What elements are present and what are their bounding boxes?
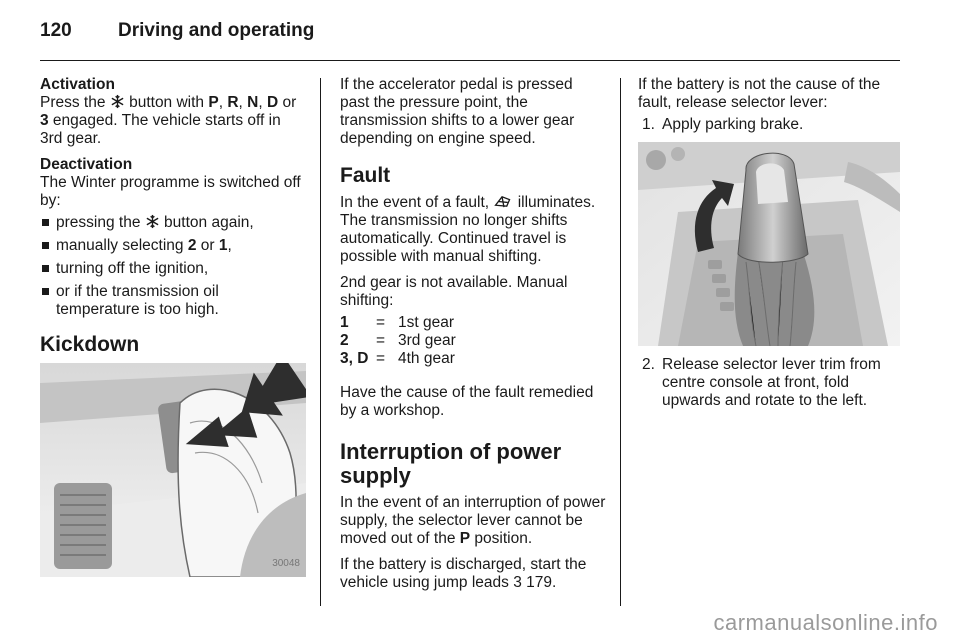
column-divider — [620, 78, 621, 606]
column-3 — [638, 76, 900, 418]
figure-code: 30048 — [272, 558, 300, 569]
bullet-icon — [42, 219, 49, 226]
column-divider — [320, 78, 321, 606]
table-row: 2 = 3rd gear — [340, 332, 456, 349]
gear-table — [340, 314, 456, 368]
kickdown-illustration — [40, 363, 306, 577]
gearbox-warning-icon — [493, 194, 513, 209]
deactivation-heading: Deactivation — [40, 156, 133, 173]
bullet-icon — [42, 288, 49, 295]
column-1 — [40, 76, 306, 577]
interruption-paragraph: In the event of an interruption of power supply, the selector lever cannot be moved out of the P position. — [340, 494, 606, 547]
list-item: pressing the button again, — [40, 214, 306, 232]
kickdown-heading: Kickdown — [40, 333, 140, 356]
list-item: turning off the ignition, — [40, 260, 306, 278]
deactivation-list — [40, 214, 306, 319]
page-header — [40, 18, 900, 61]
table-row: 1 = 1st gear — [340, 314, 455, 331]
chapter-title: Driving and operating — [118, 20, 315, 41]
page-number: 120 — [40, 20, 72, 41]
interruption-heading: Interruption of power supply — [340, 439, 562, 488]
interruption-paragraph-2: If the battery is discharged, start the vehicle using jump leads 3 179. — [340, 556, 587, 591]
step-list — [638, 116, 900, 134]
pedal-foot-illustration — [40, 363, 306, 577]
deactivation-intro: The Winter programme is switched off by: — [40, 174, 301, 209]
fault-heading: Fault — [340, 164, 391, 187]
activation-paragraph: Press the button with P, R, N, D or 3 engaged. The vehicle starts off in 3rd gear. — [40, 94, 297, 147]
fault-paragraph-2: 2nd gear is not available. Manual shifting: — [340, 274, 568, 309]
list-item: 2. Release selector lever trim from centre console at front, fold upwards and rotate to the left. — [642, 356, 881, 409]
list-item: 1. Apply parking brake. — [642, 116, 804, 133]
fault-paragraph-3: Have the cause of the fault remedied by a workshop. — [340, 384, 594, 419]
snowflake-icon — [145, 214, 160, 229]
page-reference-icon: 3 — [513, 574, 522, 591]
fault-paragraph: In the event of a fault, illuminates. The transmission no longer shifts automatically. Continued travel is possible with manual shifting. — [340, 194, 596, 265]
watermark: carmanualsonline.info — [713, 610, 938, 635]
gear-lever-illustration — [638, 142, 900, 346]
step-list — [638, 356, 900, 410]
selector-lever-illustration — [638, 142, 900, 346]
activation-heading: Activation — [40, 76, 115, 93]
snowflake-icon — [110, 94, 125, 109]
selector-intro: If the battery is not the cause of the fault, release selector lever: — [638, 76, 881, 111]
list-item: manually selecting 2 or 1, — [40, 237, 306, 255]
bullet-icon — [42, 242, 49, 249]
table-row: 3, D = 4th gear — [340, 350, 455, 367]
kickdown-paragraph: If the accelerator pedal is pressed past the pressure point, the transmission shifts to a lower gear depending on engine speed. — [340, 76, 575, 147]
bullet-icon — [42, 265, 49, 272]
list-item: or if the transmission oil temperature is too high. — [40, 283, 306, 319]
column-2 — [340, 76, 606, 600]
